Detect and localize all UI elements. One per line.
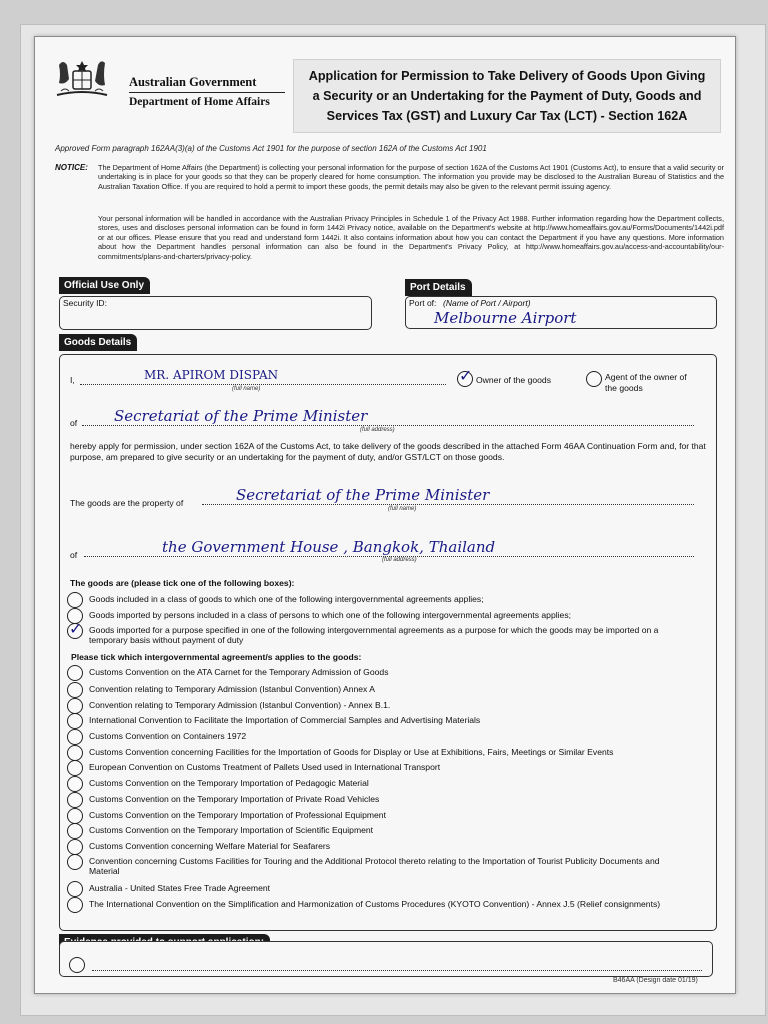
goods-option-row: [67, 594, 484, 608]
agreement-row: [67, 794, 379, 808]
form-title: Application for Permission to Take Delivery of Goods Upon Giving a Security or an Undertaking for the Payment of Duty, Goods and Services Tax (GST) and Luxury Car Tax (LCT) - Section 162A: [308, 69, 706, 123]
official-use-tab: Official Use Only: [59, 277, 150, 294]
agreement-checkbox[interactable]: [67, 854, 83, 870]
agreement-checkbox[interactable]: [67, 760, 83, 776]
port-field[interactable]: [405, 296, 717, 329]
form-page: [34, 36, 736, 994]
evidence-box: [59, 941, 713, 977]
agent-label: Agent of the owner of the goods: [605, 372, 687, 393]
agreement-label: Customs Convention concerning Welfare Material for Seafarers: [89, 841, 331, 851]
agreement-row: [67, 810, 386, 824]
goods-option-check-mark: ✓: [69, 619, 83, 638]
owner-name-value: Secretariat of the Prime Minister: [236, 486, 490, 504]
hereby-text: hereby apply for permission, under section 162A of the Customs Act, to take delivery of the goods described in the attached Form 46AA Continuation Form and, for that purpose, am prepared to give security or an undertaking for the payment of duty, and/or GST/LCT on those goods.: [70, 441, 706, 462]
agreement-checkbox[interactable]: [67, 729, 83, 745]
agreement-row: [67, 684, 375, 698]
privacy-text: Your personal information will be handled in accordance with the Australian Privacy Principles in Schedule 1 of the Privacy Act 1988. Further information regarding how the Department collects, stores, uses and discloses personal information can be found in form 1442i Privacy notice, available on the Department's website at http://www.homeaffairs.gov.au/Forms/Documents/1442i.pdf or at our offices. Please ensure that you read and understand form 1442i. It also contains information about how you can contact the Department if you have any questions. More information about how the Department handles personal information can also be found in the Department's Privacy Policy, at http://www.homeaffairs.gov.au/access-and-accountability/our-commitments/plans-and-charters/privacy-policy.: [98, 214, 724, 261]
i-label: I,: [70, 375, 75, 385]
owner-full-name-caption: (full name): [388, 506, 417, 512]
agreement-row: [67, 825, 373, 839]
agreement-label: Customs Convention on the Temporary Importation of Pedagogic Material: [89, 778, 369, 788]
agreement-checkbox[interactable]: [67, 682, 83, 698]
agreement-row: [67, 899, 689, 913]
goods-option-label: Goods imported for a purpose specified in one of the following intergovernmental agreements as a purpose for which the goods may be imported on a temporary basis without payment of duty: [89, 625, 659, 646]
agreement-checkbox[interactable]: [67, 745, 83, 761]
owner-address-field[interactable]: [84, 538, 694, 557]
agreement-row: [67, 778, 369, 792]
form-title-box: [293, 59, 721, 133]
coat-of-arms-icon: [53, 55, 111, 103]
evidence-field[interactable]: [92, 956, 702, 971]
agreement-label: Convention relating to Temporary Admission (Istanbul Convention) Annex A: [89, 684, 375, 694]
port-label: Port of:: [409, 298, 437, 308]
agreement-checkbox[interactable]: [67, 776, 83, 792]
agreement-checkbox[interactable]: [67, 713, 83, 729]
agreement-checkbox[interactable]: [67, 792, 83, 808]
agreement-row: [67, 762, 440, 776]
header-divider: [129, 92, 285, 93]
goods-option-checkbox[interactable]: [67, 619, 83, 639]
security-id-field[interactable]: [59, 296, 372, 330]
agreement-label: Customs Convention on the Temporary Importation of Private Road Vehicles: [89, 794, 380, 804]
evidence-checkbox[interactable]: [69, 957, 85, 973]
agreement-checkbox[interactable]: [67, 897, 83, 913]
full-address-caption: (full address): [360, 427, 395, 433]
owner-checkbox[interactable]: [457, 366, 473, 387]
notice-text: The Department of Home Affairs (the Department) is collecting your personal information for the purpose of section 162A of the Customs Act 1901 (Customs Act), to ensure that a valid security or undertaking is in place for your goods so that they can be properly cleared for home consumption. The information you provide may be disclosed to the Australian Bureau of Statistics and the Australian Taxation Office. If you are required to hold a permit to import these goods, the permit details may also be given to the relevant permit issuing agency.: [98, 163, 724, 191]
agreement-row: [67, 715, 480, 729]
security-id-label: Security ID:: [63, 298, 107, 308]
applicant-address-value: Secretariat of the Prime Minister: [114, 407, 368, 425]
applicant-address-field[interactable]: [82, 407, 694, 426]
owner-name-field[interactable]: [202, 486, 694, 505]
property-label: The goods are the property of: [70, 498, 184, 508]
agreement-checkbox[interactable]: [67, 808, 83, 824]
owner-of-label: of: [70, 550, 78, 560]
owner-address-value: the Government House , Bangkok, Thailand: [162, 538, 496, 556]
agreements-heading: Please tick which intergovernmental agreement/s applies to the goods:: [71, 652, 362, 662]
of-label: of: [70, 418, 78, 428]
agreement-label: Customs Convention on the Temporary Importation of Scientific Equipment: [89, 825, 374, 835]
owner-check-mark: ✓: [459, 366, 473, 385]
port-details-tab: Port Details: [405, 279, 472, 296]
agreement-checkbox[interactable]: [67, 881, 83, 897]
owner-label: Owner of the goods: [476, 375, 552, 385]
agreement-label: European Convention on Customs Treatment of Pallets Used used in International Transport: [89, 762, 441, 772]
port-hint: (Name of Port / Airport): [443, 298, 531, 308]
agreement-label: Customs Convention concerning Facilities for the Importation of Goods for Display or Use at Exhibitions, Fairs, Meetings or Similar Events: [89, 747, 614, 757]
agreement-label: International Convention to Facilitate the Importation of Commercial Samples and Advertising Materials: [89, 715, 481, 725]
applicant-name-value: MR. APIROM DISPAN: [144, 368, 279, 382]
agreement-label: Australia - United States Free Trade Agreement: [89, 883, 271, 893]
agreement-checkbox[interactable]: [67, 698, 83, 714]
form-code: B46AA (Design date 01/19): [613, 977, 698, 984]
goods-option-label: Goods included in a class of goods to which one of the following intergovernmental agreements applies;: [89, 594, 484, 604]
agreement-label: The International Convention on the Simplification and Harmonization of Customs Procedures (KYOTO Convention) - Annex J.5 (Relief consignments): [89, 899, 661, 909]
goods-option-row: [67, 610, 571, 624]
agreement-row: [67, 700, 390, 714]
agreement-row: [67, 883, 270, 897]
agreement-checkbox[interactable]: [67, 823, 83, 839]
agreement-row: [67, 667, 389, 681]
agreement-label: Customs Convention on the Temporary Importation of Professional Equipment: [89, 810, 386, 820]
department-name: Department of Home Affairs: [129, 96, 270, 108]
agent-checkbox[interactable]: [586, 371, 602, 387]
agreement-row: [67, 747, 613, 761]
approved-form-text: Approved Form paragraph 162AA(3)(a) of the Customs Act 1901 for the purpose of section 162A of the Customs Act 1901: [55, 144, 487, 153]
government-name: Australian Government: [129, 75, 257, 89]
agreement-checkbox[interactable]: [67, 665, 83, 681]
agreement-label: Customs Convention on the ATA Carnet for the Temporary Admission of Goods: [89, 667, 389, 677]
goods-are-heading: The goods are (please tick one of the following boxes):: [70, 578, 295, 588]
agreement-row: [67, 841, 330, 855]
agreement-checkbox[interactable]: [67, 839, 83, 855]
notice-label: NOTICE:: [55, 163, 88, 172]
goods-option-row: [67, 619, 669, 646]
agreement-label: Convention relating to Temporary Admission (Istanbul Convention) - Annex B.1.: [89, 700, 391, 710]
goods-details-tab: Goods Details: [59, 334, 137, 351]
goods-option-label: Goods imported by persons included in a class of persons to which one of the following intergovernmental agreements applies;: [89, 610, 572, 620]
owner-full-address-caption: (full address): [382, 557, 417, 563]
agreement-row: [67, 731, 246, 745]
port-value: Melbourne Airport: [434, 309, 577, 327]
applicant-name-field[interactable]: [80, 368, 446, 385]
goods-option-checkbox[interactable]: [67, 592, 83, 608]
full-name-caption: (full name): [232, 386, 261, 392]
agreement-label: Convention concerning Customs Facilities for Touring and the Additional Protocol thereto relating to the Importation of Tourist Publicity Documents and Material: [89, 856, 660, 877]
agreement-row: [67, 856, 689, 876]
agreement-label: Customs Convention on Containers 1972: [89, 731, 247, 741]
